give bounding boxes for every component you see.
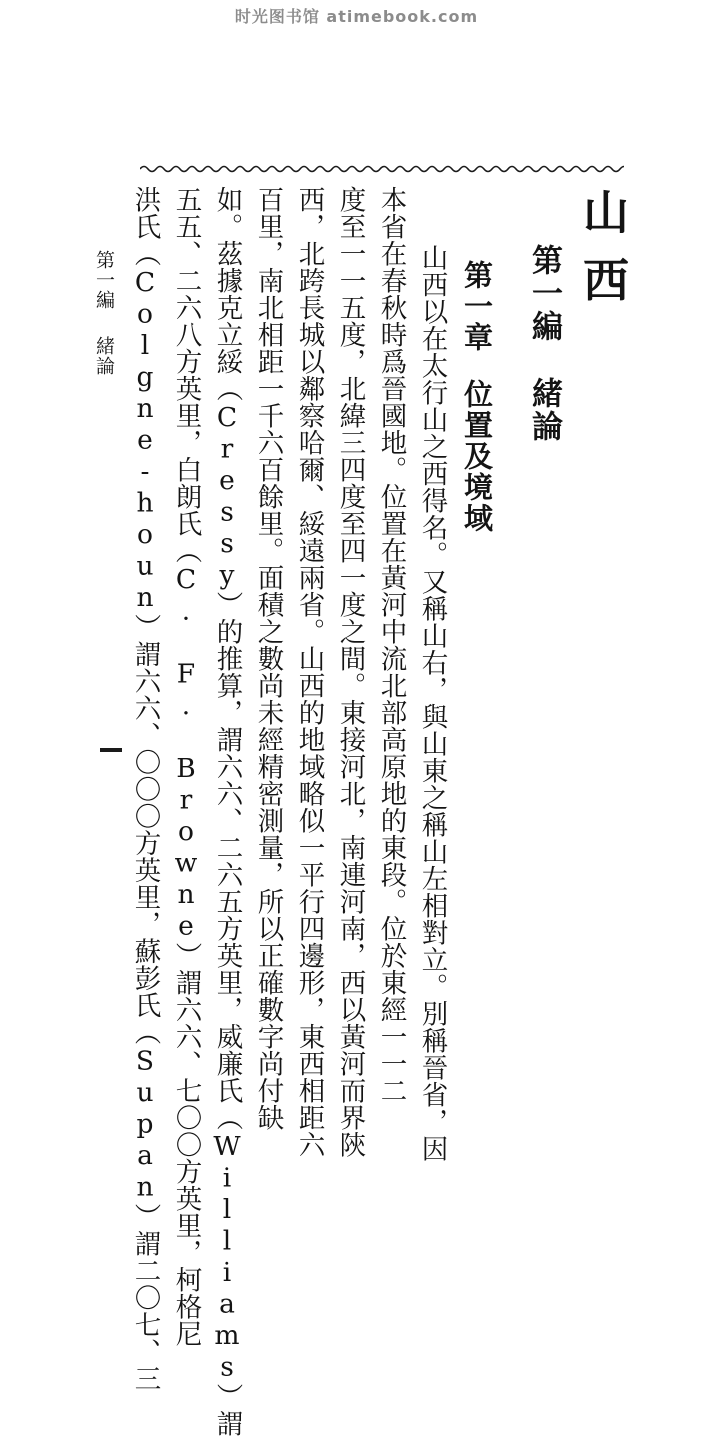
chapter-heading	[460, 260, 494, 534]
part-number: 第一編	[526, 244, 562, 343]
ornamental-rule	[140, 163, 624, 175]
body-text-column: 本省在春秋時爲晉國地。位置在黃河中流北部高原地的東段。位於東經一一二	[375, 186, 407, 1104]
watermark-text: 时光图书馆 atimebook.com	[234, 7, 479, 26]
part-name: 緒論	[526, 377, 562, 443]
body-text-column: 百里，南北相距一千六百餘里。面積之數尚未經精密測量，所以正確數字尚付缺	[252, 186, 284, 1131]
chapter-name: 位置及境域	[460, 379, 494, 534]
page-number	[100, 748, 122, 752]
body-text-column: 西，北跨長城以鄰察哈爾、綏遠兩省。山西的地域略似一平行四邊形，東西相距六	[293, 186, 325, 1158]
part-heading	[526, 244, 562, 443]
chapter-number: 第一章	[460, 260, 494, 353]
running-head-part: 第一編	[93, 250, 115, 310]
running-head-section: 緒論	[93, 336, 115, 376]
running-head	[94, 250, 113, 376]
body-text-column: 如。茲據克立綏（Cressy）的推算，謂六六、二六五方英里，威廉氏（Williams）謂	[211, 186, 243, 1437]
page-title: 山西	[576, 188, 630, 324]
body-text-column: 洪氏（Colgne-houn）謂六六、〇〇〇方英里，蘇彭氏（Supan）謂二〇七、三	[129, 186, 161, 1392]
body-text-column: 度至一一五度，北緯三四度至四一度之間。東接河北，南連河南，西以黃河而界陝	[334, 186, 366, 1158]
body-text-column: 五五、二六八方英里，白朗氏（C. F. Browne）謂六六、七〇〇方英里，柯格尼	[170, 186, 202, 1347]
body-text-column: 山西以在太行山之西得名。又稱山右，與山東之稱山左相對立。別稱晉省，因	[416, 244, 448, 1162]
